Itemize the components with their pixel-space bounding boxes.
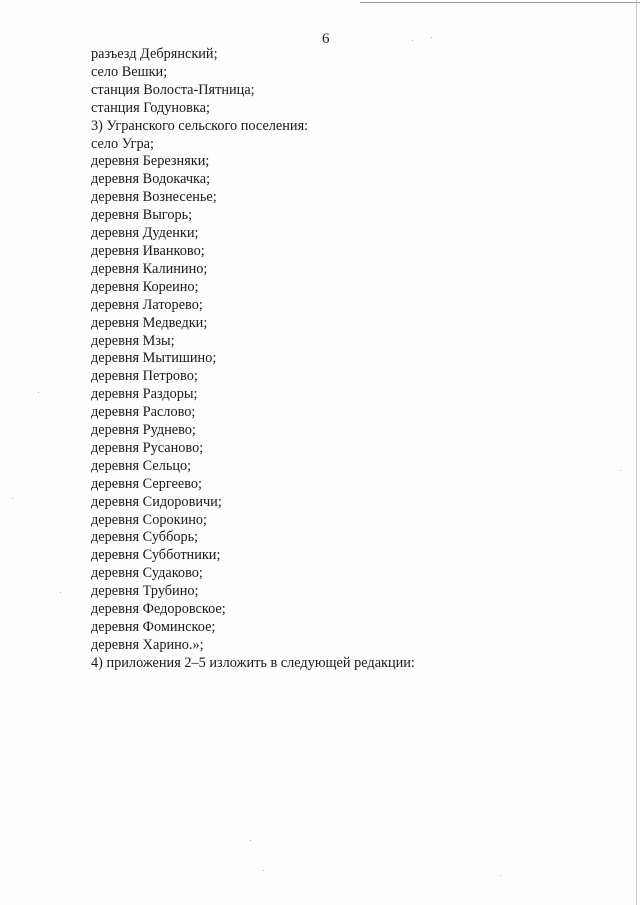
list-line: деревня Сергеево; xyxy=(91,475,203,492)
list-line: деревня Латорево; xyxy=(91,296,203,313)
list-line: деревня Калинино; xyxy=(91,260,208,277)
list-line: деревня Руднево; xyxy=(91,422,196,439)
list-line: деревня Вознесенье; xyxy=(91,189,217,206)
list-line: деревня Русаново; xyxy=(91,439,204,456)
list-line: деревня Мытишино; xyxy=(91,350,217,367)
settlement-list xyxy=(91,46,415,673)
list-line: деревня Трубино; xyxy=(91,583,199,600)
list-line: село Вешки; xyxy=(91,63,168,80)
scan-edge-top xyxy=(360,2,640,3)
list-line: деревня Федоровское; xyxy=(91,601,226,618)
scan-edge-right xyxy=(636,0,637,905)
list-line: деревня Водокачка; xyxy=(91,171,211,188)
list-line: деревня Харино.»; xyxy=(91,636,204,653)
scan-speck xyxy=(412,40,413,41)
list-line: станция Годуновка; xyxy=(91,99,210,116)
list-line: деревня Сельцо; xyxy=(91,457,192,474)
list-line: деревня Раслово; xyxy=(91,404,196,421)
list-line: деревня Иванково; xyxy=(91,242,205,259)
list-line: деревня Сидоровичи; xyxy=(91,493,222,510)
list-line: деревня Субботники; xyxy=(91,547,221,564)
scan-speck xyxy=(431,37,432,38)
list-line: деревня Выгорь; xyxy=(91,207,193,224)
scan-speck xyxy=(60,592,61,593)
section-heading: 4) приложения 2–5 изложить в следующей редакции: xyxy=(91,654,415,671)
list-line: деревня Субборь; xyxy=(91,529,199,546)
page-number: 6 xyxy=(322,31,330,47)
list-line: деревня Медведки; xyxy=(91,314,208,331)
scan-speck xyxy=(38,392,39,393)
list-line: деревня Дуденки; xyxy=(91,225,199,242)
list-line: деревня Фоминское; xyxy=(91,619,216,635)
scan-speck xyxy=(12,498,13,499)
scan-speck xyxy=(250,840,251,841)
list-line: разъезд Дебрянский; xyxy=(91,46,218,62)
section-heading: 3) Угранского сельского поселения: xyxy=(91,117,309,134)
list-line: деревня Петрово; xyxy=(91,368,198,385)
list-line: деревня Судаково; xyxy=(91,565,203,582)
list-line: деревня Сорокино; xyxy=(91,511,208,528)
scan-speck xyxy=(263,870,264,871)
list-line: станция Волоста-Пятница; xyxy=(91,81,255,98)
list-line: деревня Раздоры; xyxy=(91,386,198,403)
list-line: деревня Березняки; xyxy=(91,153,210,170)
list-line: село Угра; xyxy=(91,135,154,152)
list-line: деревня Мзы; xyxy=(91,332,175,349)
scan-speck xyxy=(500,875,501,876)
scan-speck xyxy=(620,470,621,471)
list-line: деревня Кореино; xyxy=(91,278,199,295)
